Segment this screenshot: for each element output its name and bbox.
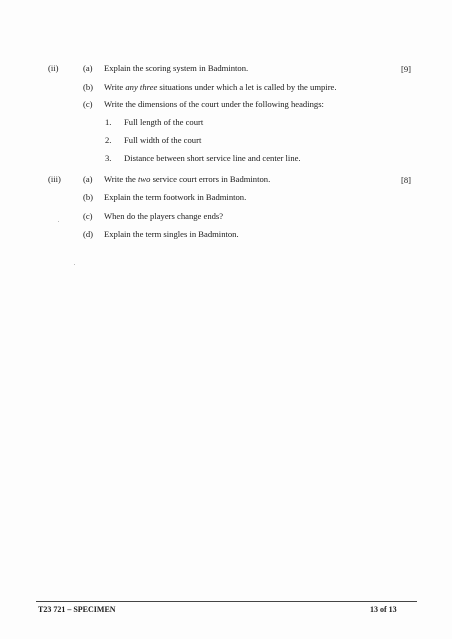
subitem-number: 2.: [105, 135, 112, 145]
part-text: Write the dimensions of the court under the following headings:: [104, 99, 324, 109]
part-label: (c): [83, 99, 93, 109]
question-number: (iii): [48, 174, 61, 184]
part-label: (d): [83, 229, 94, 239]
part-label: (a): [83, 174, 93, 184]
subitem-number: 1.: [105, 117, 112, 127]
footer-code: T23 721 – SPECIMEN: [38, 605, 116, 614]
part-text: Explain the term singles in Badminton.: [104, 229, 239, 239]
question-number: (ii): [48, 63, 59, 73]
footer-rule: [36, 601, 417, 602]
marks-label: [8]: [401, 175, 412, 185]
part-text: Explain the term footwork in Badminton.: [104, 192, 247, 202]
subitem-text: Full width of the court: [124, 135, 202, 145]
scan-speck: [58, 221, 59, 222]
part-text: Write the two service court errors in Badminton.: [104, 174, 271, 184]
scan-speck: [74, 264, 75, 265]
part-text: Explain the scoring system in Badminton.: [104, 63, 249, 73]
part-text: Write any three situations under which a let is called by the umpire.: [104, 82, 337, 92]
page-number: 13 of 13: [370, 605, 397, 614]
subitem-number: 3.: [105, 153, 112, 163]
part-label: (c): [83, 211, 93, 221]
part-label: (b): [83, 82, 94, 92]
marks-label: [9]: [401, 64, 412, 74]
part-label: (a): [83, 63, 93, 73]
subitem-text: Full length of the court: [124, 117, 204, 127]
subitem-text: Distance between short service line and center line.: [124, 153, 301, 163]
part-text: When do the players change ends?: [104, 211, 224, 221]
part-label: (b): [83, 192, 94, 202]
